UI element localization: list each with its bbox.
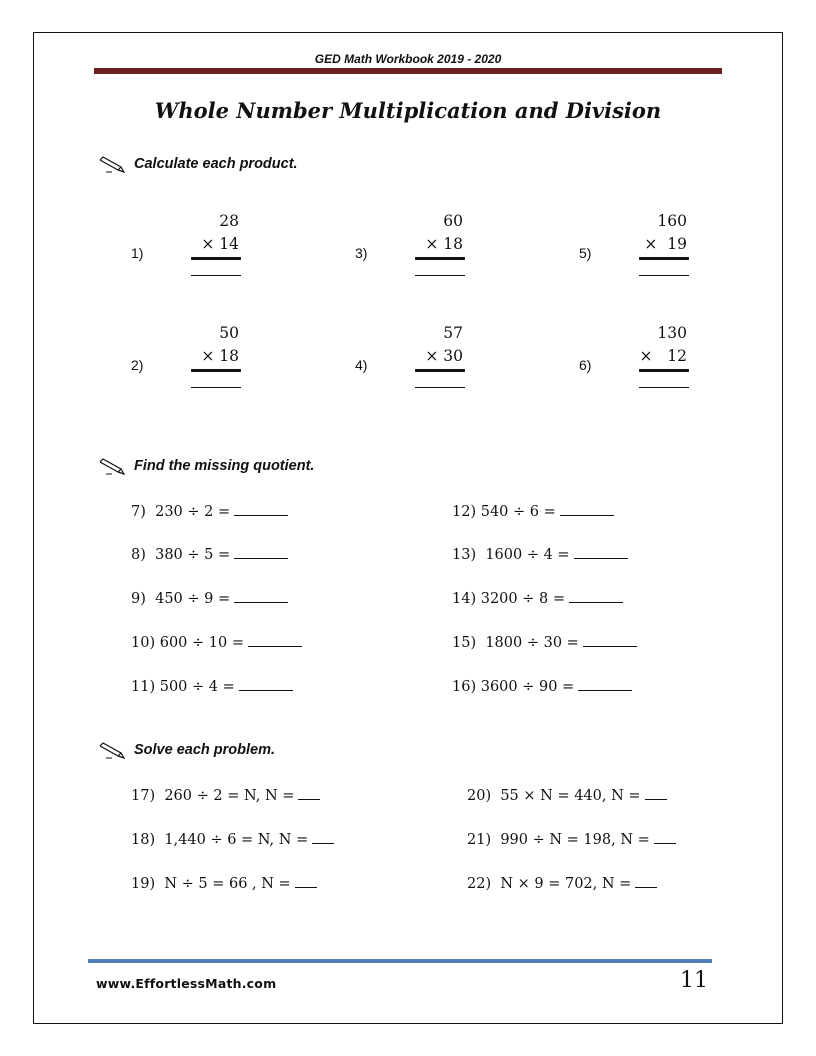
solve-problem-17: 17) 260 ÷ 2 = N, N = (131, 787, 320, 804)
pencil-icon (98, 154, 126, 174)
pencil-icon (98, 740, 126, 760)
section-label: Find the missing quotient. (134, 458, 315, 474)
problem-number: 1) (131, 245, 144, 261)
multiplicand: 60 (443, 212, 463, 230)
section-calculate (98, 154, 298, 174)
section-solve (98, 740, 275, 760)
multiplicand: 50 (219, 324, 239, 342)
quotient-problem-12: 12) 540 ÷ 6 = (452, 503, 614, 520)
solve-problem-18: 18) 1,440 ÷ 6 = N, N = (131, 831, 334, 848)
answer-blank[interactable] (312, 831, 334, 844)
solve-problem-21: 21) 990 ÷ N = 198, N = (467, 831, 676, 848)
answer-blank[interactable] (569, 590, 623, 603)
answer-blank[interactable] (295, 875, 317, 888)
quotient-problem-7: 7) 230 ÷ 2 = (131, 503, 288, 520)
quotient-problem-8: 8) 380 ÷ 5 = (131, 546, 288, 563)
answer-blank[interactable] (415, 375, 465, 388)
footer-bar (88, 959, 712, 963)
product-problem-4 (355, 324, 465, 404)
multiplier: × 30 (425, 347, 463, 365)
footer-url[interactable]: www.EffortlessMath.com (96, 976, 277, 991)
product-problem-3 (355, 212, 465, 292)
answer-blank[interactable] (639, 375, 689, 388)
problem-number: 4) (355, 357, 368, 373)
problem-number: 5) (579, 245, 592, 261)
quotient-problem-13: 13) 1600 ÷ 4 = (452, 546, 628, 563)
rule-line (191, 257, 241, 260)
solve-problem-20: 20) 55 × N = 440, N = (467, 787, 667, 804)
rule-line (191, 369, 241, 372)
answer-blank[interactable] (583, 634, 637, 647)
page-title: Whole Number Multiplication and Division (154, 98, 662, 123)
answer-blank[interactable] (574, 546, 628, 559)
answer-blank[interactable] (560, 503, 614, 516)
rule-line (639, 369, 689, 372)
answer-blank[interactable] (234, 503, 288, 516)
answer-blank[interactable] (415, 263, 465, 276)
answer-blank[interactable] (654, 831, 676, 844)
product-problem-2 (131, 324, 241, 404)
answer-blank[interactable] (248, 634, 302, 647)
quotient-problem-15: 15) 1800 ÷ 30 = (452, 634, 637, 651)
answer-blank[interactable] (298, 787, 320, 800)
answer-blank[interactable] (239, 678, 293, 691)
section-label: Calculate each product. (134, 156, 298, 172)
solve-problem-19: 19) N ÷ 5 = 66 , N = (131, 875, 317, 892)
header-bar (94, 68, 722, 74)
problem-number: 2) (131, 357, 144, 373)
product-problem-1 (131, 212, 241, 292)
answer-blank[interactable] (645, 787, 667, 800)
solve-problem-22: 22) N × 9 = 702, N = (467, 875, 657, 892)
product-problem-6 (579, 324, 689, 404)
quotient-problem-14: 14) 3200 ÷ 8 = (452, 590, 623, 607)
rule-line (639, 257, 689, 260)
rule-line (415, 257, 465, 260)
multiplier: × 18 (425, 235, 463, 253)
answer-blank[interactable] (191, 263, 241, 276)
section-quotient (98, 456, 314, 476)
pencil-icon (98, 456, 126, 476)
quotient-problem-10: 10) 600 ÷ 10 = (131, 634, 302, 651)
quotient-problem-9: 9) 450 ÷ 9 = (131, 590, 288, 607)
multiplier: × 18 (201, 347, 239, 365)
answer-blank[interactable] (578, 678, 632, 691)
multiplier: × 14 (201, 235, 239, 253)
rule-line (415, 369, 465, 372)
answer-blank[interactable] (191, 375, 241, 388)
product-problem-5 (579, 212, 689, 292)
answer-blank[interactable] (234, 546, 288, 559)
problem-number: 6) (579, 357, 592, 373)
section-label: Solve each problem. (134, 742, 276, 758)
quotient-problem-11: 11) 500 ÷ 4 = (131, 678, 293, 695)
problem-number: 3) (355, 245, 368, 261)
answer-blank[interactable] (635, 875, 657, 888)
header-title: GED Math Workbook 2019 - 2020 (314, 52, 502, 66)
answer-blank[interactable] (234, 590, 288, 603)
multiplicand: 130 (657, 324, 687, 342)
answer-blank[interactable] (639, 263, 689, 276)
multiplicand: 160 (657, 212, 687, 230)
multiplier: × 19 (644, 235, 687, 253)
multiplicand: 28 (219, 212, 239, 230)
multiplier: × 12 (639, 347, 687, 365)
page-number: 11 (680, 968, 708, 993)
multiplicand: 57 (443, 324, 463, 342)
quotient-problem-16: 16) 3600 ÷ 90 = (452, 678, 632, 695)
